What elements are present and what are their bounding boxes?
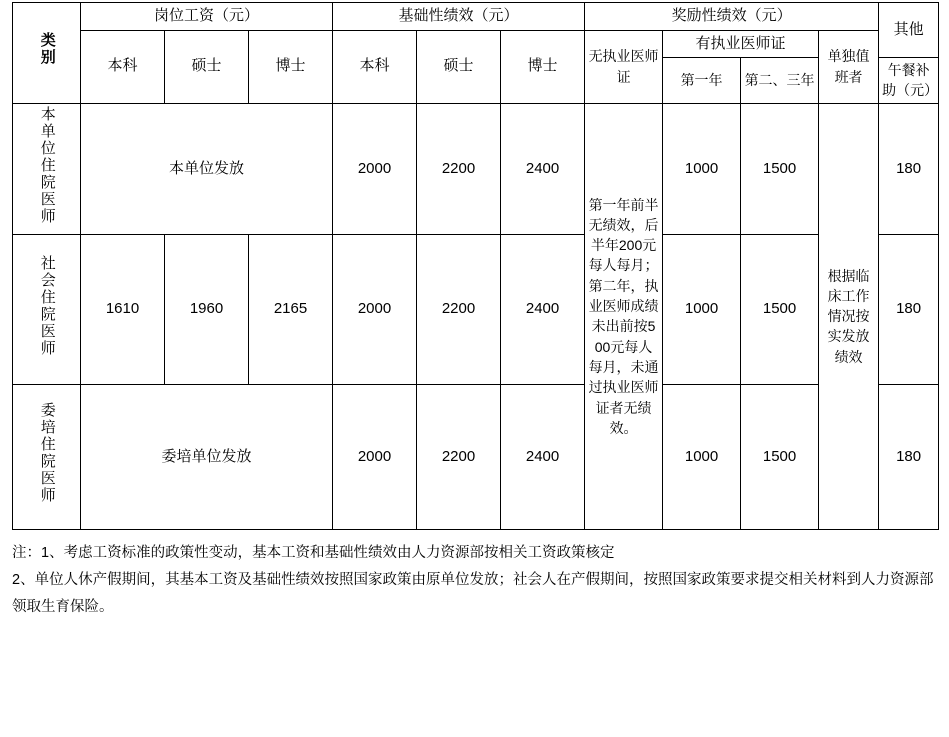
header-category: 类别 xyxy=(13,3,81,104)
cell-post-own-unit: 本单位发放 xyxy=(81,103,333,235)
header-group-bonus: 奖励性绩效（元） xyxy=(585,3,879,31)
cell-base-master-1: 2200 xyxy=(417,235,501,385)
note-2: 2、单位人休产假期间，其基本工资及基础性绩效按照国家政策由原单位发放；社会人在产假期间，按照国家政策要求提交相关材料到人力资源部领取生育保险。 xyxy=(12,571,934,615)
cell-license-year23-1: 1500 xyxy=(741,235,819,385)
header-group-post: 岗位工资（元） xyxy=(81,3,333,31)
note-1: 注：1、考虑工资标准的政策性变动，基本工资和基础性绩效由人力资源部按相关工资政策核定 xyxy=(12,545,615,562)
header-no-license: 无执业医师证 xyxy=(585,30,663,103)
cell-lunch-0: 180 xyxy=(879,103,939,235)
table-row xyxy=(13,385,939,530)
header-license-year1: 第一年 xyxy=(663,58,741,104)
cell-duty-note: 根据临床工作情况按实发放绩效 xyxy=(819,103,879,530)
document-page xyxy=(0,2,949,737)
header-license-year23: 第二、三年 xyxy=(741,58,819,104)
cell-lunch-2: 180 xyxy=(879,385,939,530)
salary-table xyxy=(12,2,939,530)
table-row xyxy=(13,235,939,385)
cell-no-license-note: 第一年前半无绩效，后半年200元每人每月；第二年，执业医师成绩未出前按500元每人每月，未通过执业医师证者无绩效。 xyxy=(585,103,663,530)
header-duty-alone: 单独值班者 xyxy=(819,30,879,103)
cell-post-entrusted: 委培单位发放 xyxy=(81,385,333,530)
cell-license-year23-0: 1500 xyxy=(741,103,819,235)
cell-base-doctor-1: 2400 xyxy=(501,235,585,385)
cell-base-doctor-2: 2400 xyxy=(501,385,585,530)
table-header-row-1 xyxy=(13,3,939,31)
header-group-base: 基础性绩效（元） xyxy=(333,3,585,31)
header-group-other: 其他 xyxy=(879,3,939,58)
cell-lunch-1: 180 xyxy=(879,235,939,385)
cell-base-bachelor-0: 2000 xyxy=(333,103,417,235)
cell-license-year23-2: 1500 xyxy=(741,385,819,530)
header-post-doctor: 博士 xyxy=(249,30,333,103)
notes-block xyxy=(12,540,937,620)
table-row xyxy=(13,103,939,235)
header-base-master: 硕士 xyxy=(417,30,501,103)
row-category-own-unit: 本单位住院医师 xyxy=(13,103,81,235)
row-category-social: 社会住院医师 xyxy=(13,235,81,385)
header-lunch-allowance: 午餐补助（元） xyxy=(879,58,939,104)
header-has-license: 有执业医师证 xyxy=(663,30,819,58)
row-category-entrusted: 委培住院医师 xyxy=(13,385,81,530)
cell-post-doctor-1: 2165 xyxy=(249,235,333,385)
cell-base-bachelor-1: 2000 xyxy=(333,235,417,385)
cell-post-master-1: 1960 xyxy=(165,235,249,385)
cell-base-master-2: 2200 xyxy=(417,385,501,530)
header-post-master: 硕士 xyxy=(165,30,249,103)
cell-base-doctor-0: 2400 xyxy=(501,103,585,235)
cell-license-year1-1: 1000 xyxy=(663,235,741,385)
cell-license-year1-0: 1000 xyxy=(663,103,741,235)
table-header-row-2 xyxy=(13,30,939,58)
cell-license-year1-2: 1000 xyxy=(663,385,741,530)
cell-base-master-0: 2200 xyxy=(417,103,501,235)
cell-post-bachelor-1: 1610 xyxy=(81,235,165,385)
header-base-bachelor: 本科 xyxy=(333,30,417,103)
header-post-bachelor: 本科 xyxy=(81,30,165,103)
header-base-doctor: 博士 xyxy=(501,30,585,103)
cell-base-bachelor-2: 2000 xyxy=(333,385,417,530)
